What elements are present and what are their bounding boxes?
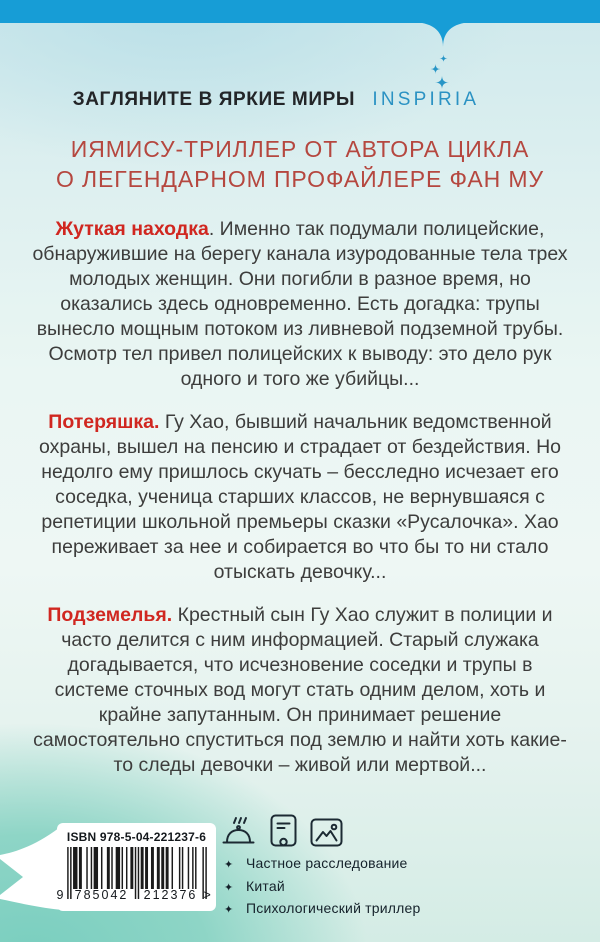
cover-notch-decoration xyxy=(397,22,489,49)
star-bullet-icon: ✦ xyxy=(224,904,234,916)
paragraph-body: Гу Хао, бывший начальник ведомственной охраны, вышел на пенсию и страдает от бездействия. Но недолго ему пришлось скучать – бесследно исчезает его соседка, ученица старших классов, не вернувшаяся с репетиции школьной премьеры сказки «Русалочка». Хао переживает за нее и собирается во что бы то ни стало отыскать девочку... xyxy=(38,411,562,583)
genre-tag-label: Частное расследование xyxy=(246,855,408,871)
book-headline xyxy=(0,134,600,194)
genre-tag xyxy=(224,855,421,878)
genre-tag-label: Китай xyxy=(246,877,285,894)
paragraph-lead: Подземелья. xyxy=(47,604,173,626)
genre-tag-label: Психологический триллер xyxy=(246,900,421,916)
headline-line2: О ЛЕГЕНДАРНОМ ПРОФАЙЛЕРЕ ФАН МУ xyxy=(55,166,545,192)
barcode-left-digits: 785042 xyxy=(74,888,129,902)
paragraph-body: Крестный сын Гу Хао служит в полиции и часто делится с ним информацией. Старый служака догадывается, что исчезновение соседки и трупы в системе сточных вод могут стать одним делом, хоть и крайне запутанным. Он принимает решение самостоятельно спуститься под землю и найти хоть какие-то следы девочки – живой или мертвой... xyxy=(33,604,567,776)
genre-tag xyxy=(224,878,421,901)
genre-tags xyxy=(224,855,421,923)
barcode-box xyxy=(57,823,216,911)
barcode-right-digits: 212376 xyxy=(143,888,198,902)
picture-icon xyxy=(310,818,343,847)
inspiria-logo-text: INSPIRIA xyxy=(372,89,480,110)
cloche-icon xyxy=(219,816,257,849)
tagline-text: ЗАГЛЯНИТЕ В ЯРКИЕ МИРЫ xyxy=(72,89,356,110)
annotation-paragraph xyxy=(28,410,572,585)
paragraph-separator: . xyxy=(208,218,220,240)
barcode-first-digit: 9 xyxy=(56,888,64,902)
publisher-tagline xyxy=(0,88,552,112)
paragraph-body: Именно так подумали полицейские, обнаружившие на берегу канала изуродованные тела трех молодых женщин. Они погибли в разное время, но оказались здесь одновременно. Есть догадка: трупы вынесло мощным потоком из ливневой подземной трубы. Осмотр тел привел полицейских к выводу: это дело рук одного и того же убийцы... xyxy=(32,218,568,390)
document-seal-icon xyxy=(270,814,297,850)
star-bullet-icon: ✦ xyxy=(224,881,234,894)
genre-tag xyxy=(224,900,421,923)
top-color-bar xyxy=(0,0,600,23)
annotation-paragraph xyxy=(28,217,572,392)
annotation-paragraph xyxy=(28,603,572,778)
isbn-text: ISBN 978-5-04-221237-6 xyxy=(66,830,207,844)
barcode-suffix: > xyxy=(203,888,211,902)
format-icons xyxy=(219,813,343,851)
star-bullet-icon: ✦ xyxy=(224,859,234,871)
ean13-barcode xyxy=(56,847,211,902)
paragraph-lead: Жуткая находка xyxy=(55,218,209,240)
paragraph-lead: Потеряшка. xyxy=(48,411,160,433)
annotation-text xyxy=(28,217,572,796)
headline-line1: ИЯМИСУ-ТРИЛЛЕР ОТ АВТОРА ЦИКЛА xyxy=(70,136,530,162)
